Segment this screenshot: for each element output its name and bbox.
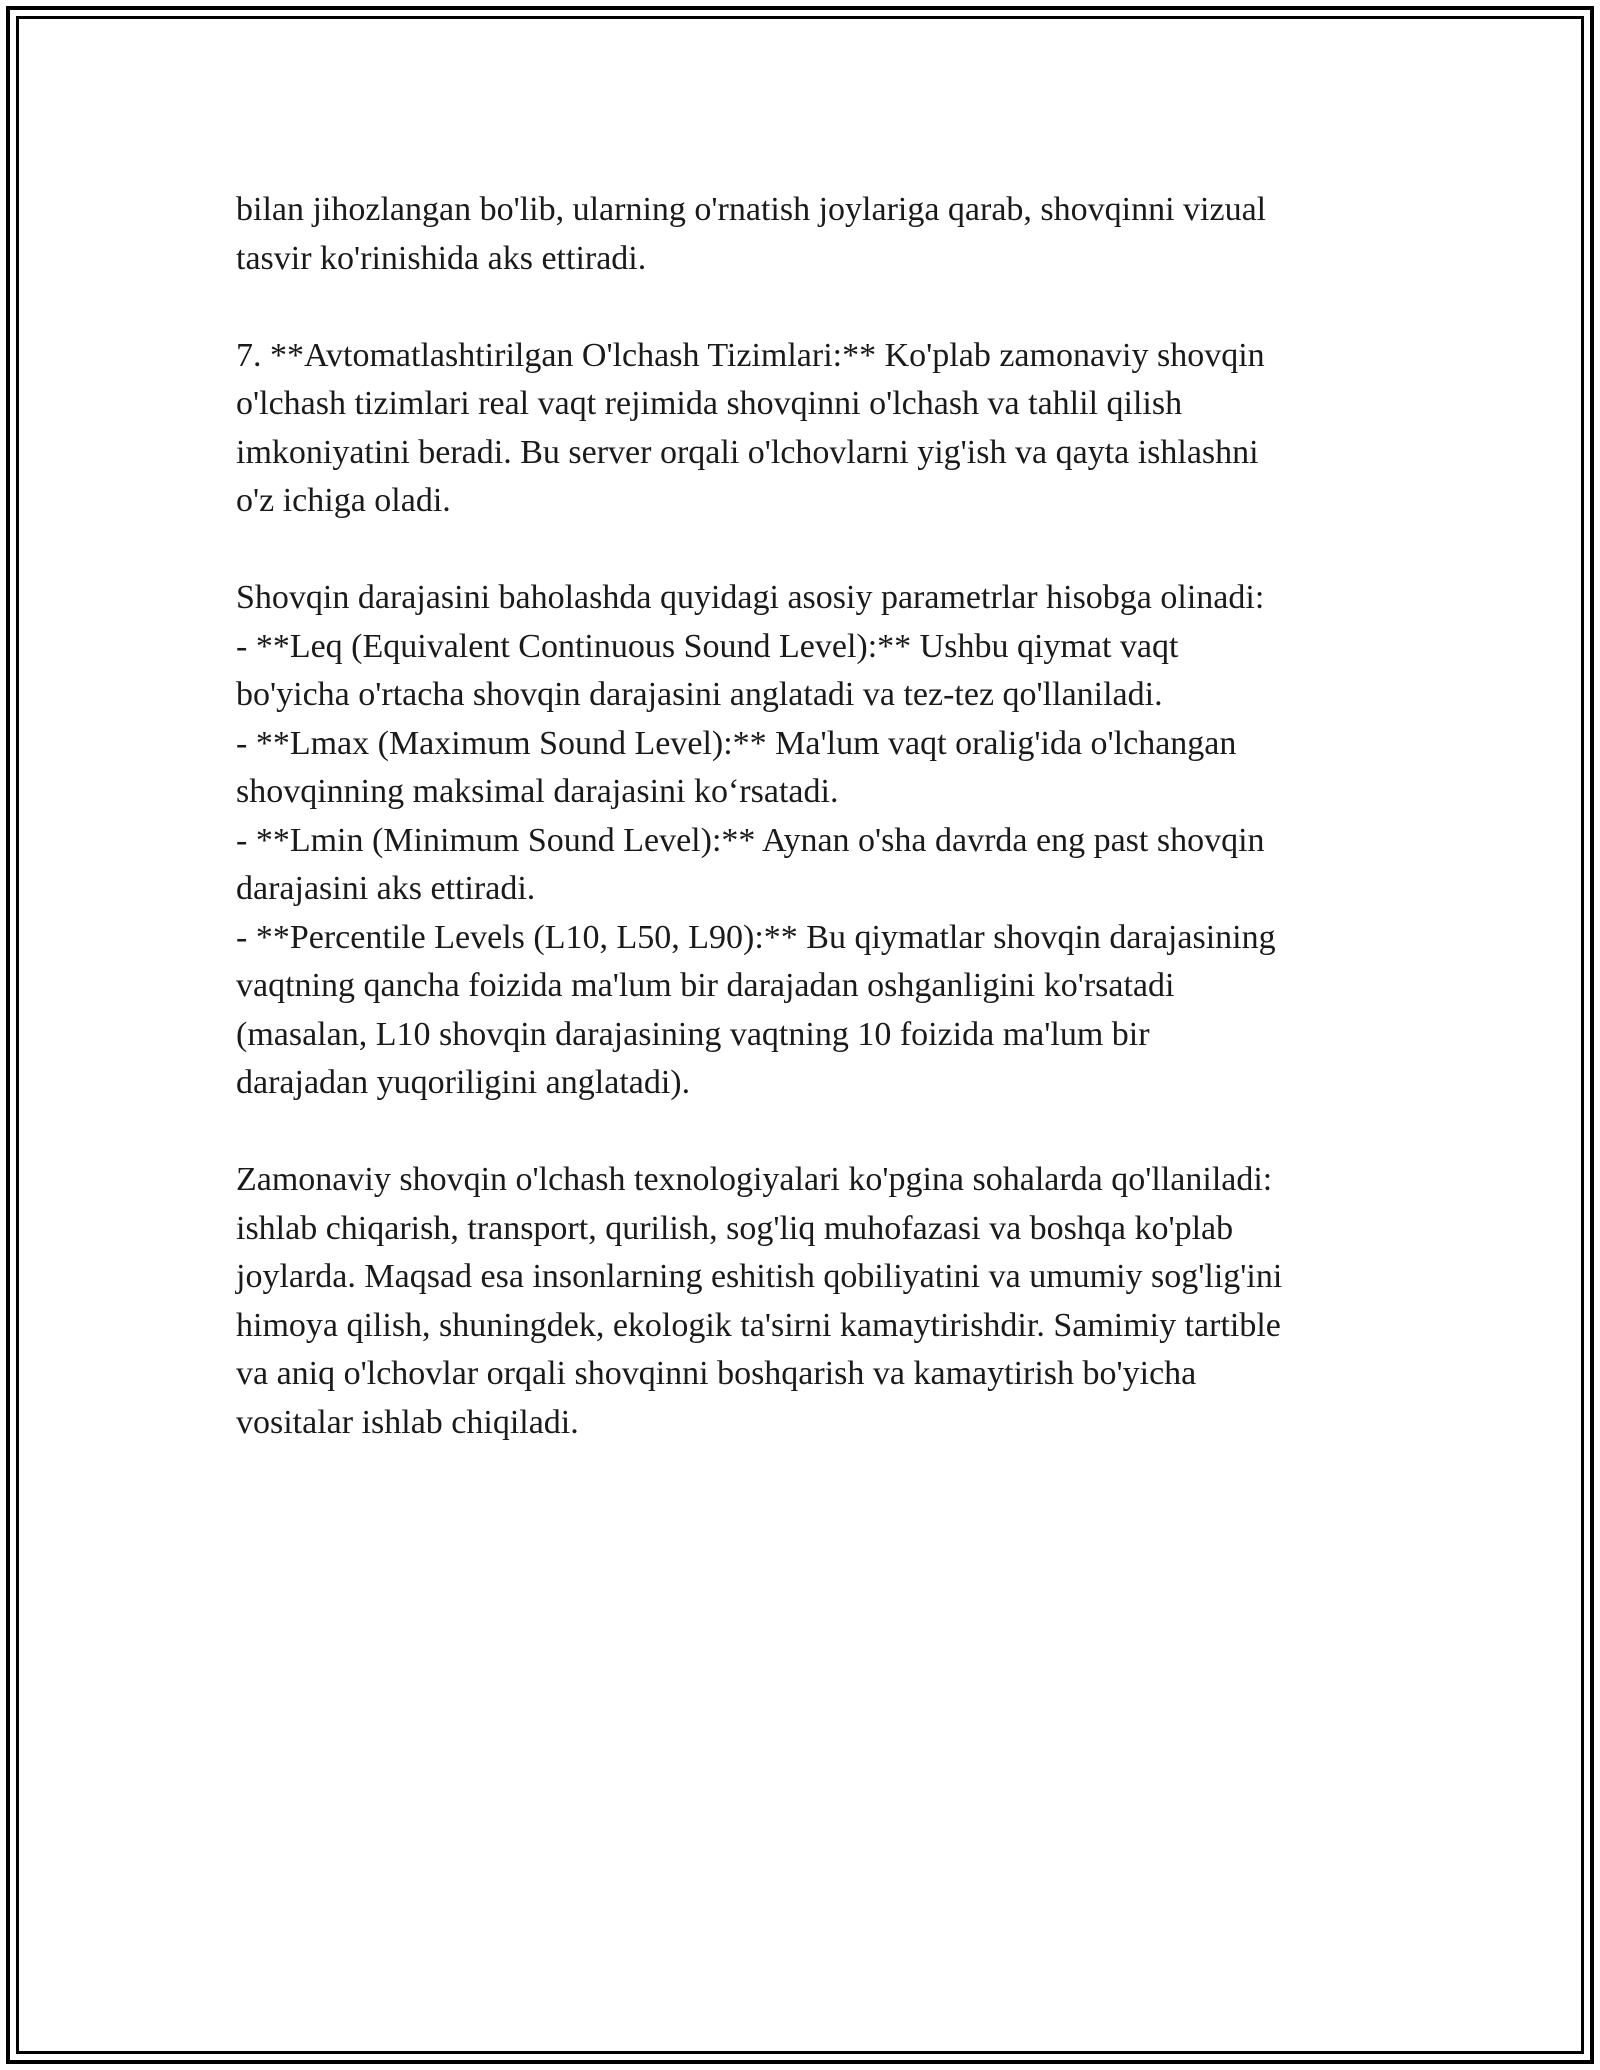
text-line: - **Lmin (Minimum Sound Level):** Aynan o'sha davrda eng past shovqin xyxy=(236,821,1265,859)
text-line: ishlab chiqarish, transport, qurilish, sog'liq muhofazasi va boshqa ko'plab xyxy=(236,1209,1234,1247)
text-line: o'z ichiga oladi. xyxy=(236,482,451,519)
text-line: bo'yicha o'rtacha shovqin darajasini anglatadi va tez-tez qo'llaniladi. xyxy=(236,676,1163,713)
paragraph-gap xyxy=(236,283,1376,332)
text-line: 7. **Avtomatlashtirilgan O'lchash Tizimlari:** Ko'plab zamonaviy shovqin xyxy=(236,336,1265,374)
text-line: - **Percentile Levels (L10, L50, L90):** Bu qiymatlar shovqin darajasining xyxy=(236,918,1276,956)
text-line: imkoniyatini beradi. Bu server orqali o'lchovlarni yig'ish va qayta ishlashni xyxy=(236,433,1259,471)
document-body xyxy=(236,186,1376,1447)
text-line: darajadan yuqoriligini anglatadi). xyxy=(236,1064,691,1101)
text-line: tasvir ko'rinishida aks ettiradi. xyxy=(236,239,647,277)
text-line: o'lchash tizimlari real vaqt rejimida shovqinni o'lchash va tahlil qilish xyxy=(236,385,1183,422)
text-line: vaqtning qancha foizida ma'lum bir darajadan oshganligini ko'rsatadi xyxy=(236,967,1175,1004)
text-line: (masalan, L10 shovqin darajasining vaqtning 10 foizida ma'lum bir xyxy=(236,1015,1150,1053)
text-line: joylarda. Maqsad esa insonlarning eshitish qobiliyatini va umumiy sog'lig'ini xyxy=(236,1258,1283,1295)
text-line: Shovqin darajasini baholashda quyidagi asosiy parametrlar hisobga olinadi: xyxy=(236,579,1265,616)
text-line: darajasini aks ettiradi. xyxy=(236,870,536,907)
text-line: - **Lmax (Maximum Sound Level):** Ma'lum vaqt oralig'ida o'lchangan xyxy=(236,724,1237,762)
text-line: vositalar ishlab chiqiladi. xyxy=(236,1403,579,1441)
paragraph-gap xyxy=(236,526,1376,575)
text-line: Zamonaviy shovqin o'lchash texnologiyalari ko'pgina sohalarda qo'llaniladi: xyxy=(236,1161,1273,1198)
text-line: himoya qilish, shuningdek, ekologik ta'sirni kamaytirishdir. Samimiy tartible xyxy=(236,1306,1281,1344)
text-line: va aniq o'lchovlar orqali shovqinni boshqarish va kamaytirish bo'yicha xyxy=(236,1355,1197,1392)
text-line: shovqinning maksimal darajasini koʻrsatadi. xyxy=(236,773,839,810)
text-line: - **Leq (Equivalent Continuous Sound Level):** Ushbu qiymat vaqt xyxy=(236,627,1179,665)
text-line: bilan jihozlangan bo'lib, ularning o'rnatish joylariga qarab, shovqinni vizual xyxy=(236,191,1267,228)
paragraph-gap xyxy=(236,1108,1376,1157)
